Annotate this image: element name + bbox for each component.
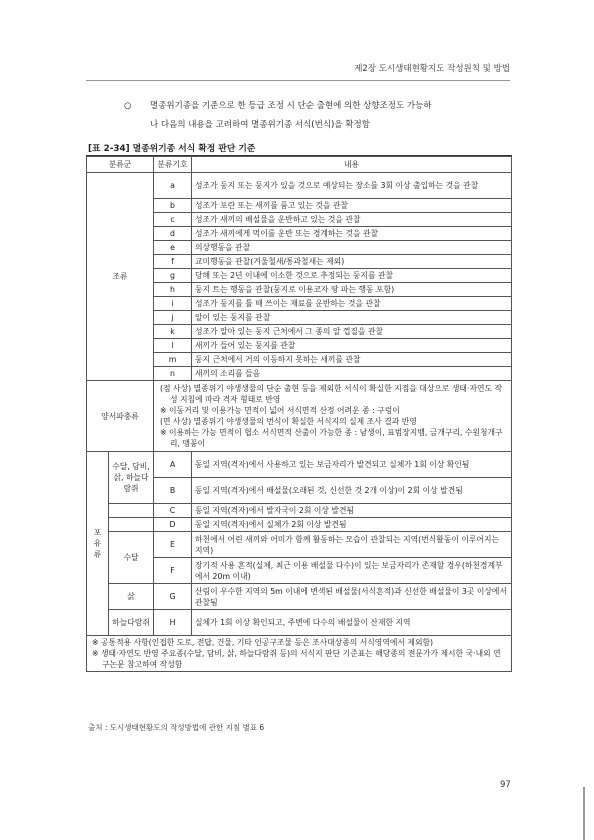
table-row: [87, 584, 512, 610]
row-content: 새끼가 들어 있는 둥지를 관찰: [192, 339, 512, 353]
page-edge-line: [583, 787, 585, 840]
page-number: 97: [500, 780, 511, 790]
table-title: [표 2-34] 멸종위기종 서식 확정 판단 기준: [88, 144, 256, 154]
row-code: n: [154, 367, 192, 381]
row-code: a: [154, 173, 192, 199]
table-row: [87, 610, 512, 636]
bullet-icon: ○: [124, 101, 132, 111]
row-content: 실체가 1회 이상 확인되고, 주변에 다수의 배설물이 산재한 지역: [192, 610, 512, 636]
group-reptiles: 양서파충류: [87, 381, 154, 452]
note-2: ※ 생태·자연도 반영 주요종(수달, 담비, 삵, 하늘다람쥐 등)의 서식지 판단 기준표는 해당종의 전문가가 제시한 국·내외 연구논문 참고하여 작성함: [92, 649, 501, 669]
intro-line-1: 멸종위기종을 기준으로 한 등급 조정 시 단순 출현에 의한 상향조정도 가능하: [150, 101, 432, 111]
header-divider: [86, 80, 510, 81]
table-notes-row: [87, 636, 512, 672]
intro-line-2: 나 다음의 내용을 고려하여 멸종위기종 서식(번식)을 확정함: [150, 120, 370, 130]
table-row: [87, 504, 512, 518]
row-code: H: [154, 610, 192, 636]
row-code: f: [154, 255, 192, 269]
subgroup-empty: [109, 504, 154, 518]
row-content: 장기적 사용 흔적(실체, 최근 이용 배설물 다수)이 있는 보금자리가 존재할 경우(하천경계부에서 20m 이내): [192, 558, 512, 584]
row-content: 당해 또는 2년 이내에 이소한 것으로 추정되는 둥지를 관찰: [192, 269, 512, 283]
group-mammals: 포유류: [87, 452, 109, 636]
row-content: 하천에서 어린 새끼와 어미가 함께 활동하는 모습이 관찰되는 지역(번식활동이 이루어지는 지역): [192, 532, 512, 558]
header-content: 내용: [192, 157, 512, 173]
row-content: 동일 지역(격자)에서 사용하고 있는 보금자리가 발견되고 실체가 1회 이상 확인됨: [192, 452, 512, 478]
row-content: 성조가 새끼의 배설물을 운반하고 있는 것을 관찰: [192, 213, 512, 227]
row-code: e: [154, 241, 192, 255]
criteria-table: [86, 156, 512, 672]
intro-paragraph: [124, 97, 520, 135]
row-code: c: [154, 213, 192, 227]
note-1: ※ 공통적용 사항(인접한 도로, 전답, 건물, 기타 인공구조물 등은 조사대상종의 서식영역에서 제외함): [92, 638, 434, 647]
table-header-row: [87, 157, 512, 173]
row-code: i: [154, 297, 192, 311]
row-content: 성조가 포란 또는 새끼를 품고 있는 것을 관찰: [192, 199, 512, 213]
table-notes: [87, 636, 512, 672]
row-content: 성조가 둥지를 틀 때 쓰이는 재료를 운반하는 것을 관찰: [192, 297, 512, 311]
row-code: k: [154, 325, 192, 339]
subgroup-empty: [109, 518, 154, 532]
source-note: 출처 : 도시생태현황도의 작성방법에 관한 지침 별표 6: [88, 723, 265, 732]
row-content: 알이 있는 둥지를 관찰: [192, 311, 512, 325]
row-code: D: [154, 518, 192, 532]
row-code: F: [154, 558, 192, 584]
row-code: b: [154, 199, 192, 213]
subgroup-flying-squirrel: 하늘다람쥐: [109, 610, 154, 636]
row-code: B: [154, 478, 192, 504]
row-code: d: [154, 227, 192, 241]
row-content: 교미행동을 관찰(겨울철새/통과철새는 제외): [192, 255, 512, 269]
chapter-header: 제2장 도시생태현황지도 작성원칙 및 방법: [354, 64, 510, 74]
table-row: [87, 452, 512, 478]
row-content: 성조가 둥지 또는 둥지가 있을 것으로 예상되는 장소를 3회 이상 출입하는 것을 관찰: [192, 173, 512, 199]
row-content: 성조가 새끼에게 먹이를 운반 또는 경계하는 것을 관찰: [192, 227, 512, 241]
table-row: [87, 173, 512, 199]
subgroup-leopard-cat: 삵: [109, 584, 154, 610]
row-code: C: [154, 504, 192, 518]
row-code: G: [154, 584, 192, 610]
row-code: m: [154, 353, 192, 367]
row-content: 둥지 트는 행동을 관찰(둥지로 이용코자 땅 파는 행동 포함): [192, 283, 512, 297]
row-content: 동일 지역(격자)에서 발자국이 2회 이상 발견됨: [192, 504, 512, 518]
row-content: 의상행동을 관찰: [192, 241, 512, 255]
row-content: 동일 지역(격자)에서 배설물(오래된 것, 신선한 것 2개 이상)이 2회 이상 발견됨: [192, 478, 512, 504]
row-content: 동일 지역(격자)에서 실체가 2회 이상 발견됨: [192, 518, 512, 532]
subgroup-otter: 수달: [109, 532, 154, 584]
row-code: g: [154, 269, 192, 283]
subgroup-all: 수달, 담비, 삵, 하늘다람쥐: [109, 452, 154, 504]
reptiles-line-4: ※ 이용하는 가능 면적이 협소 서식면적 산출이 가능한 종 : 남생이, 표범장지뱀, 금개구리, 수원청개구리, 맹꽁이: [160, 428, 503, 448]
row-content: 산림이 우수한 지역의 5m 이내에 변색된 배설물(서식흔적)과 신선한 배설물이 3곳 이상에서 관찰됨: [192, 584, 512, 610]
row-code: h: [154, 283, 192, 297]
table-row: [87, 518, 512, 532]
row-code: A: [154, 452, 192, 478]
table-row: [87, 381, 512, 452]
reptiles-content: [154, 381, 512, 452]
header-group: 분류군: [87, 157, 154, 173]
row-code: j: [154, 311, 192, 325]
group-birds: 조류: [87, 173, 154, 381]
row-content: 새끼의 소리를 들음: [192, 367, 512, 381]
header-code: 분류기호: [154, 157, 192, 173]
reptiles-line-1: (점 사상) 멸종위기 야생생물의 단순 출현 등을 제외한 서식이 확실한 지점을 대상으로 생태·자연도 작성 지침에 따라 격자 형태로 반영: [160, 384, 503, 404]
table-row: [87, 532, 512, 558]
reptiles-line-3: (면 사상) 멸종위기 야생생물의 번식이 확실한 서식지의 실제 조사 결과 반영: [160, 417, 417, 426]
row-code: l: [154, 339, 192, 353]
row-content: 둥지 근처에서 거의 이동하지 못하는 새끼를 관찰: [192, 353, 512, 367]
row-code: E: [154, 532, 192, 558]
reptiles-line-2: ※ 이동거리 및 이용가능 면적이 넓어 서식면적 산정 어려운 종 : 구렁이: [160, 406, 400, 415]
row-content: 성조가 알아 있는 둥지 근처에서 그 종의 알 껍질을 관찰: [192, 325, 512, 339]
